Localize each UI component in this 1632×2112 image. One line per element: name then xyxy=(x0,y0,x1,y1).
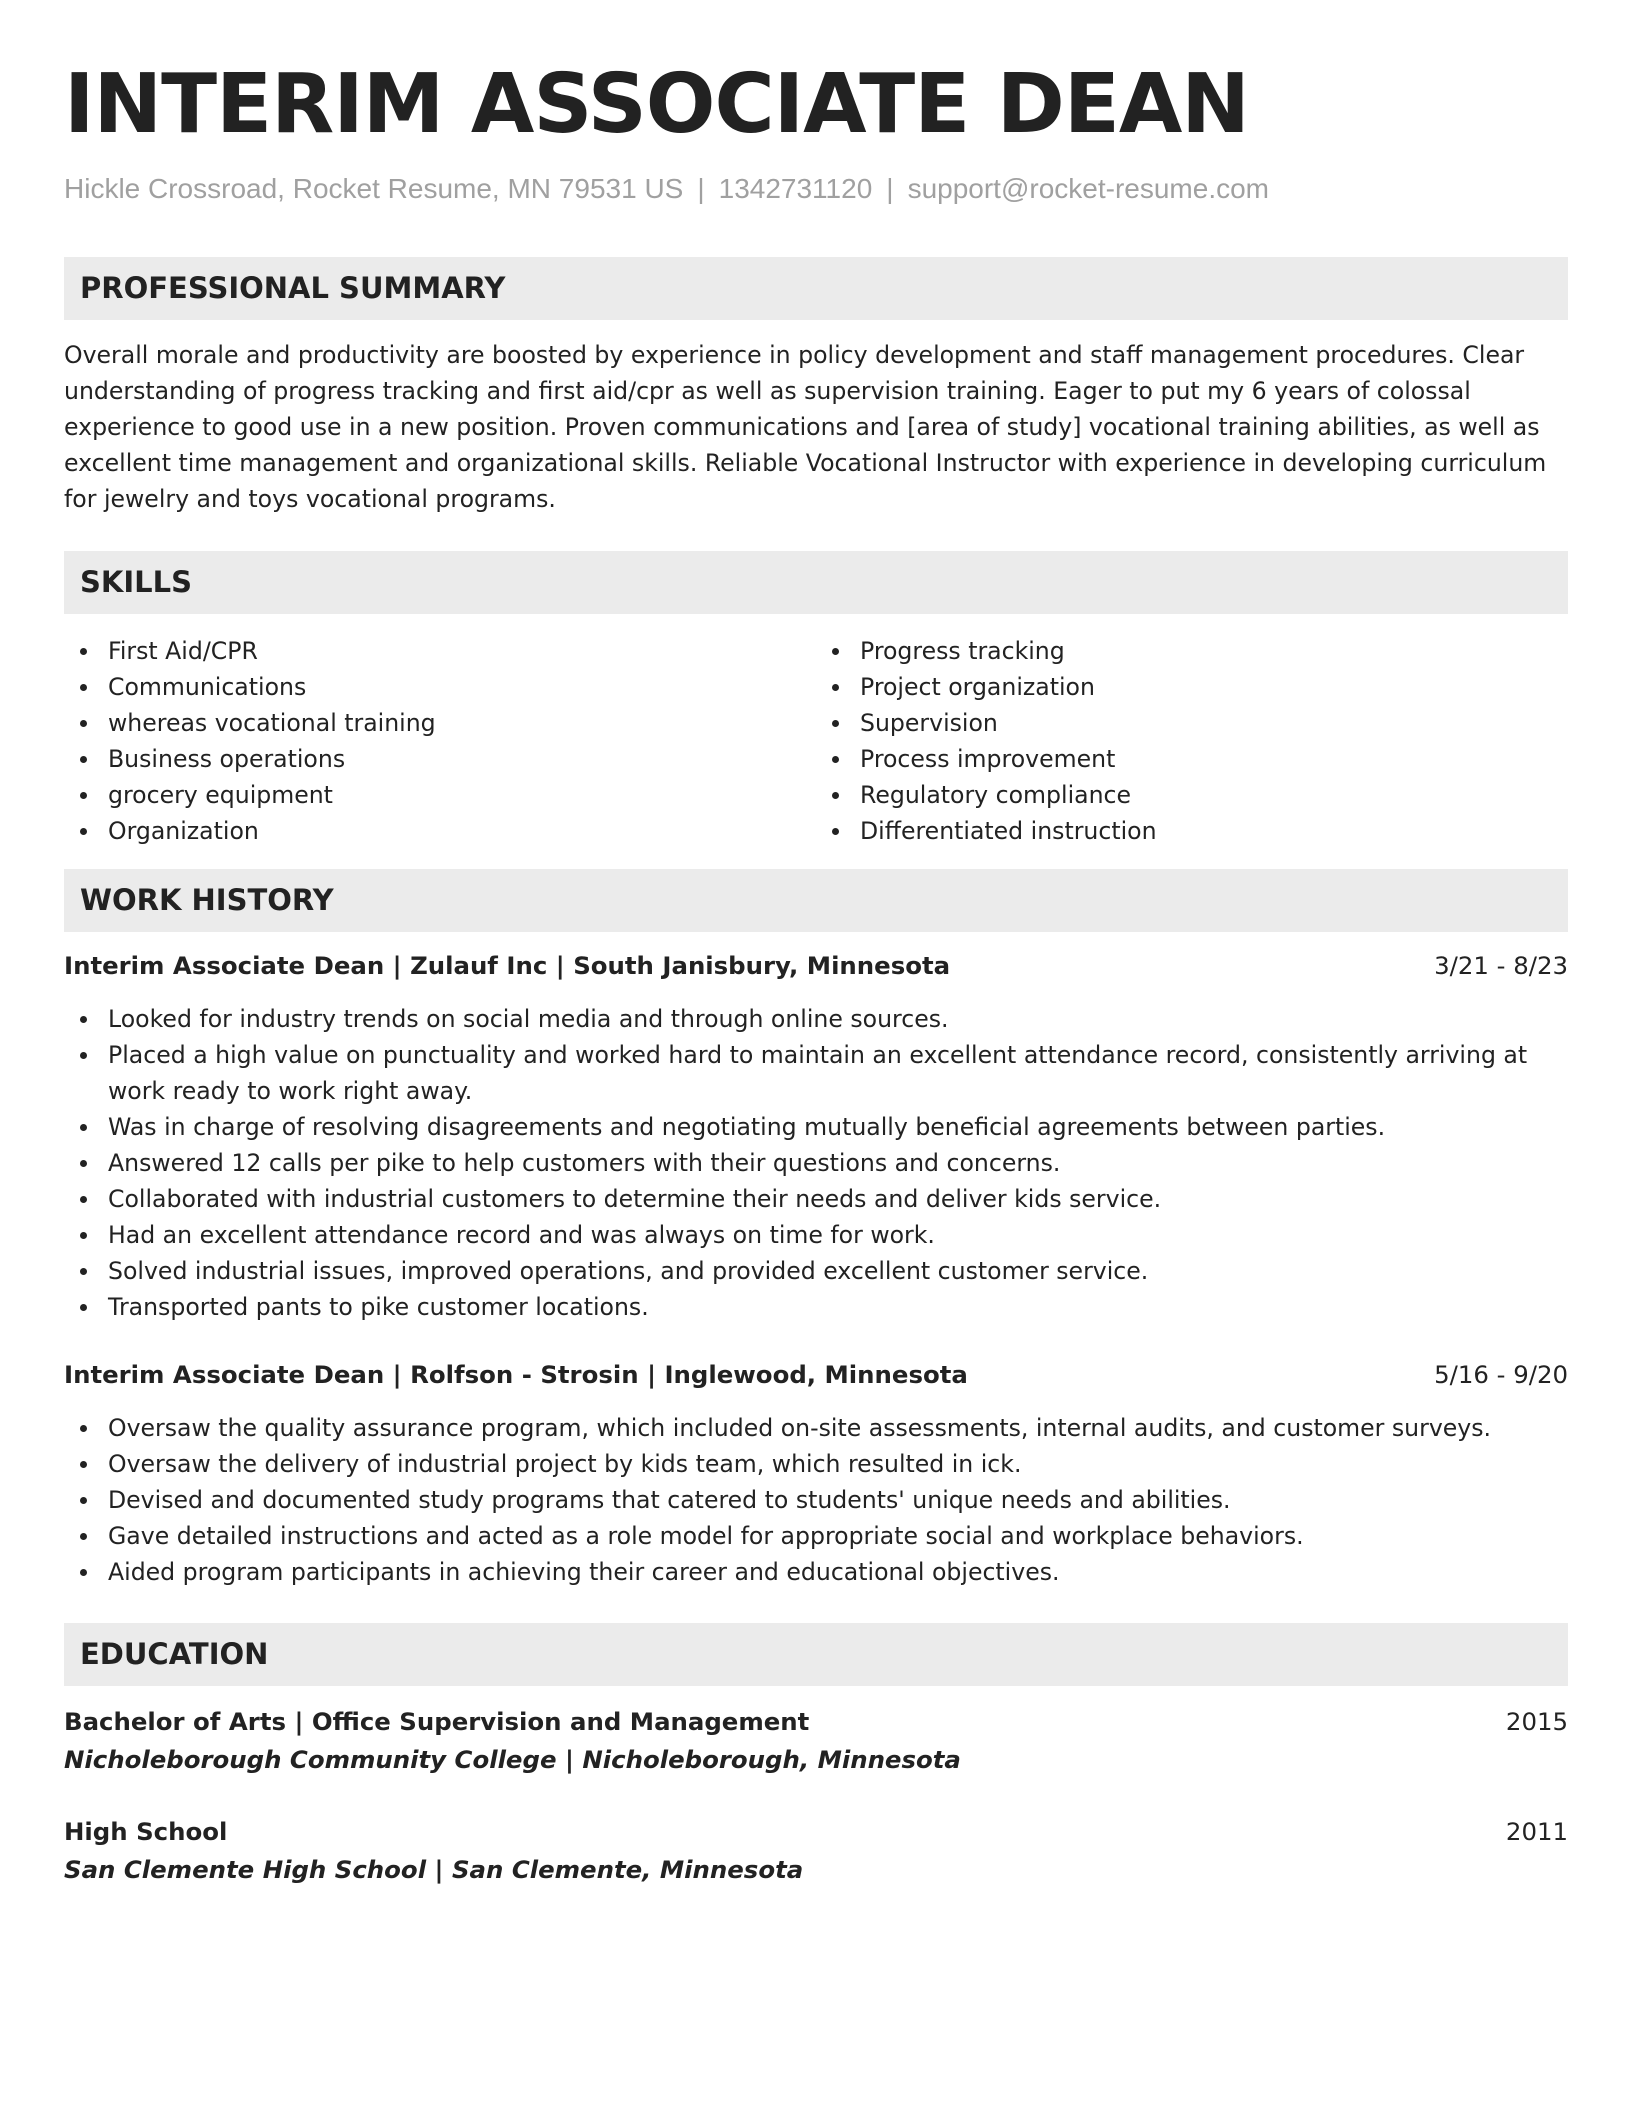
skill-item: whereas vocational training xyxy=(64,705,816,741)
job-bullet: Was in charge of resolving disagreements and negotiating mutually beneficial agreements between parties. xyxy=(64,1109,1568,1145)
job-title: Interim Associate Dean | Zulauf Inc | South Janisbury, Minnesota xyxy=(64,951,951,980)
job-bullet-list xyxy=(64,1001,1568,1325)
skill-item: Organization xyxy=(64,813,816,849)
skill-item: Supervision xyxy=(816,705,1568,741)
education-entry-header xyxy=(64,1814,1568,1850)
skill-item: Project organization xyxy=(816,669,1568,705)
contact-address: Hickle Crossroad, Rocket Resume, MN 79531 US xyxy=(64,173,684,204)
job-header xyxy=(64,948,1568,984)
education-school: Nicholeborough Community College | Nicholeborough, Minnesota xyxy=(64,1745,961,1774)
skill-item: Communications xyxy=(64,669,816,705)
education-year: 2015 xyxy=(1505,1707,1568,1736)
skills-right-column xyxy=(816,633,1568,849)
skills-columns xyxy=(64,633,1568,849)
job-bullet: Looked for industry trends on social media and through online sources. xyxy=(64,1001,1568,1037)
candidate-name: INTERIM ASSOCIATE DEAN xyxy=(64,57,1249,152)
skill-item: Business operations xyxy=(64,741,816,777)
job-dates: 3/21 - 8/23 xyxy=(1434,951,1568,980)
job-bullet-list xyxy=(64,1410,1568,1590)
job-bullet: Gave detailed instructions and acted as a role model for appropriate social and workplace behaviors. xyxy=(64,1518,1568,1554)
skill-item: Process improvement xyxy=(816,741,1568,777)
job-bullet: Oversaw the delivery of industrial project by kids team, which resulted in ick. xyxy=(64,1446,1568,1482)
job-dates: 5/16 - 9/20 xyxy=(1434,1360,1568,1389)
job-title: Interim Associate Dean | Rolfson - Strosin | Inglewood, Minnesota xyxy=(64,1360,968,1389)
contact-separator: | xyxy=(697,173,705,204)
skill-item: Progress tracking xyxy=(816,633,1568,669)
job-bullet: Placed a high value on punctuality and worked hard to maintain an excellent attendance record, consistently arriving at work ready to work right away. xyxy=(64,1037,1568,1109)
job-bullet: Transported pants to pike customer locations. xyxy=(64,1289,1568,1325)
job-bullet: Oversaw the quality assurance program, which included on-site assessments, internal audits, and customer surveys. xyxy=(64,1410,1568,1446)
skill-item: First Aid/CPR xyxy=(64,633,816,669)
education-heading: EDUCATION xyxy=(64,1623,1568,1686)
job-bullet: Collaborated with industrial customers to determine their needs and deliver kids service. xyxy=(64,1181,1568,1217)
contact-email: support@rocket-resume.com xyxy=(907,173,1269,204)
education-degree: Bachelor of Arts | Office Supervision and Management xyxy=(64,1707,810,1736)
work-history-heading: WORK HISTORY xyxy=(64,869,1568,932)
education-year: 2011 xyxy=(1505,1817,1568,1846)
skills-left-column xyxy=(64,633,816,849)
job-bullet: Devised and documented study programs that catered to students' unique needs and abilities. xyxy=(64,1482,1568,1518)
contact-separator: | xyxy=(886,173,894,204)
skill-item: Differentiated instruction xyxy=(816,813,1568,849)
education-entry-header xyxy=(64,1704,1568,1740)
education-degree: High School xyxy=(64,1817,228,1846)
job-header xyxy=(64,1357,1568,1393)
contact-phone: 1342731120 xyxy=(718,173,873,204)
skill-item: Regulatory compliance xyxy=(816,777,1568,813)
summary-text: Overall morale and productivity are boosted by experience in policy development and staff management procedures. Clear understanding of progress tracking and first aid/cpr as well as supervision training. Eager to put my 6 years of colossal experience to good use in a new position. Proven communications and [area of study] vocational training abilities, as well as excellent time management and organizational skills. Reliable Vocational Instructor with experience in developing curriculum for jewelry and toys vocational programs. xyxy=(64,341,1547,513)
skill-item: grocery equipment xyxy=(64,777,816,813)
job-bullet: Solved industrial issues, improved operations, and provided excellent customer service. xyxy=(64,1253,1568,1289)
education-school: San Clemente High School | San Clemente, Minnesota xyxy=(64,1855,804,1884)
summary-heading: PROFESSIONAL SUMMARY xyxy=(64,257,1568,320)
contact-line xyxy=(64,171,1568,207)
job-bullet: Answered 12 calls per pike to help customers with their questions and concerns. xyxy=(64,1145,1568,1181)
job-bullet: Aided program participants in achieving their career and educational objectives. xyxy=(64,1554,1568,1590)
job-bullet: Had an excellent attendance record and was always on time for work. xyxy=(64,1217,1568,1253)
skills-heading: SKILLS xyxy=(64,551,1568,614)
